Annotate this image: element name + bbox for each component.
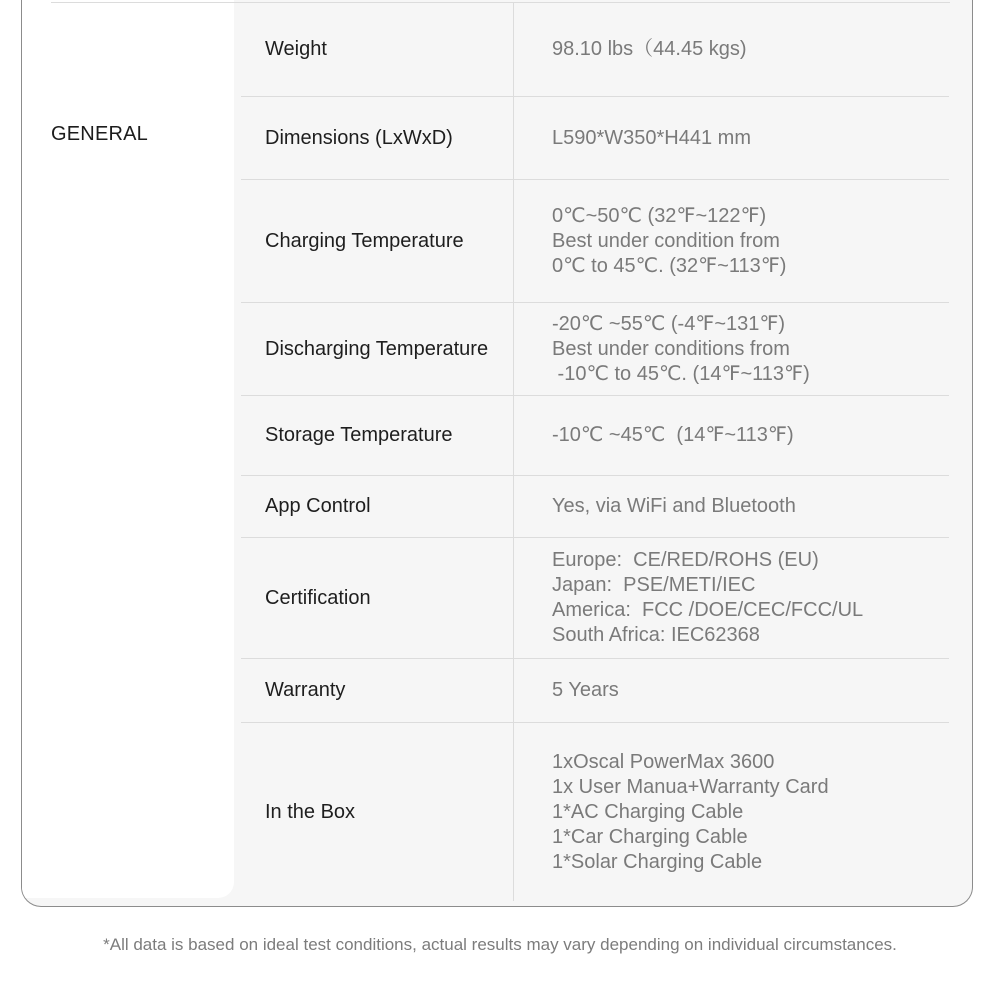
spec-row — [241, 3, 949, 97]
spec-value-line: 0℃ to 45℃. (32℉~113℉) — [552, 254, 787, 277]
spec-value-line: Best under condition from — [552, 229, 780, 252]
spec-row — [241, 538, 949, 659]
spec-row — [241, 97, 949, 180]
spec-row — [241, 396, 949, 476]
spec-key: Storage Temperature — [241, 396, 514, 475]
spec-value-line: 1*AC Charging Cable — [552, 800, 744, 823]
spec-value-line: Europe: CE/RED/ROHS (EU) — [552, 549, 819, 571]
spec-row — [241, 723, 949, 901]
spec-key: In the Box — [241, 723, 514, 901]
spec-value — [514, 538, 949, 658]
spec-value-line: 1x User Manua+Warranty Card — [552, 775, 829, 798]
spec-value-line: 1*Solar Charging Cable — [552, 850, 763, 873]
spec-row — [241, 303, 949, 396]
spec-table — [241, 3, 949, 901]
spec-card — [21, 0, 973, 907]
spec-key: Charging Temperature — [241, 180, 514, 302]
spec-value — [514, 396, 949, 475]
spec-value-line: -20℃ ~55℃ (-4℉~131℉) — [552, 312, 786, 335]
spec-value-line: 5 Years — [552, 679, 619, 701]
spec-value-line: 1*Car Charging Cable — [552, 825, 748, 848]
section-column — [22, 0, 234, 898]
spec-value-line: Yes, via WiFi and Bluetooth — [552, 495, 796, 517]
spec-key: App Control — [241, 476, 514, 537]
spec-value-line: Best under conditions from — [552, 337, 790, 360]
spec-key: Dimensions (LxWxD) — [241, 97, 514, 179]
spec-key: Discharging Temperature — [241, 303, 514, 395]
spec-row — [241, 476, 949, 538]
spec-value-line: 1xOscal PowerMax 3600 — [552, 750, 775, 773]
spec-key: Warranty — [241, 659, 514, 722]
spec-key: Certification — [241, 538, 514, 658]
spec-row — [241, 180, 949, 303]
spec-key: Weight — [241, 3, 514, 96]
spec-value-line: -10℃ ~45℃ (14℉~113℉) — [552, 424, 794, 446]
footnote: *All data is based on ideal test conditions, actual results may vary depending on individual circumstances. — [103, 935, 897, 954]
spec-value-line: America: FCC /DOE/CEC/FCC/UL — [552, 599, 864, 621]
spec-value — [514, 723, 949, 901]
spec-value-line: 98.10 lbs（44.45 kgs) — [552, 38, 747, 60]
spec-value — [514, 303, 949, 395]
spec-value — [514, 97, 949, 179]
spec-value — [514, 476, 949, 537]
spec-value — [514, 3, 949, 96]
spec-value-line: Japan: PSE/METI/IEC — [552, 574, 756, 596]
spec-value-line: -10℃ to 45℃. (14℉~113℉) — [552, 362, 810, 385]
spec-value-line: South Africa: IEC62368 — [552, 624, 760, 646]
spec-value-line: 0℃~50℃ (32℉~122℉) — [552, 204, 767, 227]
spec-value — [514, 180, 949, 302]
spec-value — [514, 659, 949, 722]
section-label: GENERAL — [51, 123, 148, 145]
spec-value-line: L590*W350*H441 mm — [552, 126, 751, 149]
spec-row — [241, 659, 949, 723]
